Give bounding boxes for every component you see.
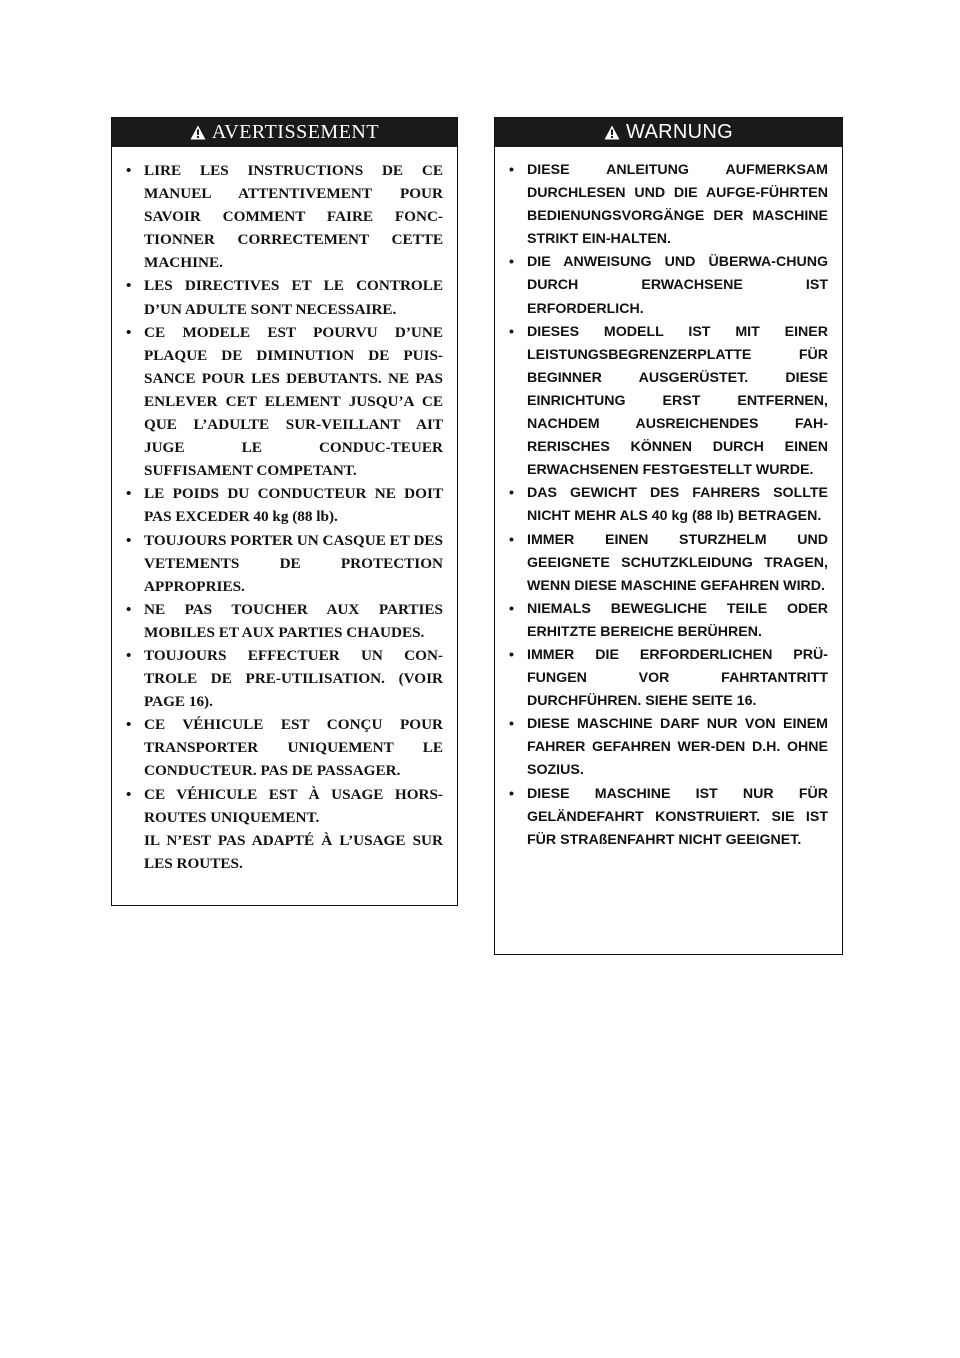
french-warning-list <box>112 147 457 875</box>
list-item: • TOUJOURS PORTER UN CASQUE ET DES VETEMENTS DE PROTECTION APPROPRIES. <box>122 529 443 598</box>
list-item-continuation: IL N’EST PAS ADAPTÉ À L’USAGE SUR LES ROUTES. <box>144 831 443 872</box>
list-item: • DIESE MASCHINE DARF NUR VON EINEM FAHRER GEFAHREN WER-DEN D.H. OHNE SOZIUS. <box>505 713 828 782</box>
french-warning-title: AVERTISSEMENT <box>211 121 380 143</box>
german-warning-title: WARNUNG <box>626 121 733 143</box>
list-item: • DIESES MODELL IST MIT EINER LEISTUNGSBEGRENZERPLATTE FÜR BEGINNER AUSGERÜSTET. DIESE EINRICHTUNG ERST ENTFERNEN, NACHDEM AUSREICHENDES FAH-RERISCHES KÖNNEN DURCH EINEN ERWACHSENEN FESTGESTELLT WURDE. <box>505 321 828 483</box>
list-item: • IMMER EINEN STURZHELM UND GEEIGNETE SCHUTZKLEIDUNG TRAGEN, WENN DIESE MASCHINE GEFAHREN WIRD. <box>505 529 828 598</box>
list-item <box>122 783 443 875</box>
german-warning-panel <box>494 117 843 955</box>
french-warning-header <box>112 118 457 147</box>
list-item: • NE PAS TOUCHER AUX PARTIES MOBILES ET AUX PARTIES CHAUDES. <box>122 598 443 644</box>
warning-triangle-icon <box>604 125 620 140</box>
list-item: • DIESE MASCHINE IST NUR FÜR GELÄNDEFAHRT KONSTRUIERT. SIE IST FÜR STRAßENFAHRT NICHT GEEIGNET. <box>505 783 828 852</box>
list-item: • TOUJOURS EFFECTUER UN CON-TROLE DE PRE-UTILISATION. (VOIR PAGE 16). <box>122 644 443 713</box>
list-item: • LIRE LES INSTRUCTIONS DE CE MANUEL ATTENTIVEMENT POUR SAVOIR COMMENT FAIRE FONC-TIONNER CORRECTEMENT CETTE MACHINE. <box>122 159 443 274</box>
warning-triangle-icon <box>190 125 206 140</box>
list-item: • IMMER DIE ERFORDERLICHEN PRÜ-FUNGEN VOR FAHRTANTRITT DURCHFÜHREN. SIEHE SEITE 16. <box>505 644 828 713</box>
list-item-text: • CE VÉHICULE EST À USAGE HORS-ROUTES UNIQUEMENT. <box>144 785 443 826</box>
list-item: • LES DIRECTIVES ET LE CONTROLE D’UN ADULTE SONT NECESSAIRE. <box>122 274 443 320</box>
list-item: • NIEMALS BEWEGLICHE TEILE ODER ERHITZTE BEREICHE BERÜHREN. <box>505 598 828 644</box>
german-warning-header <box>495 118 842 147</box>
list-item: • CE VÉHICULE EST CONÇU POUR TRANSPORTER UNIQUEMENT LE CONDUCTEUR. PAS DE PASSAGER. <box>122 713 443 782</box>
french-warning-panel <box>111 117 458 906</box>
list-item: • DAS GEWICHT DES FAHRERS SOLLTE NICHT MEHR ALS 40 kg (88 lb) BETRAGEN. <box>505 482 828 528</box>
german-warning-list <box>495 147 842 852</box>
list-item: • DIESE ANLEITUNG AUFMERKSAM DURCHLESEN UND DIE AUFGE-FÜHRTEN BEDIENUNGSVORGÄNGE DER MASCHINE STRIKT EIN-HALTEN. <box>505 159 828 251</box>
list-item: • CE MODELE EST POURVU D’UNE PLAQUE DE DIMINUTION DE PUIS-SANCE POUR LES DEBUTANTS. NE PAS ENLEVER CET ELEMENT JUSQU’A CE QUE L’ADULTE SUR-VEILLANT AIT JUGE LE CONDUC-TEUER SUFFISAMENT COMPETANT. <box>122 321 443 483</box>
list-item: • DIE ANWEISUNG UND ÜBERWA-CHUNG DURCH ERWACHSENE IST ERFORDERLICH. <box>505 251 828 320</box>
list-item: • LE POIDS DU CONDUCTEUR NE DOIT PAS EXCEDER 40 kg (88 lb). <box>122 482 443 528</box>
